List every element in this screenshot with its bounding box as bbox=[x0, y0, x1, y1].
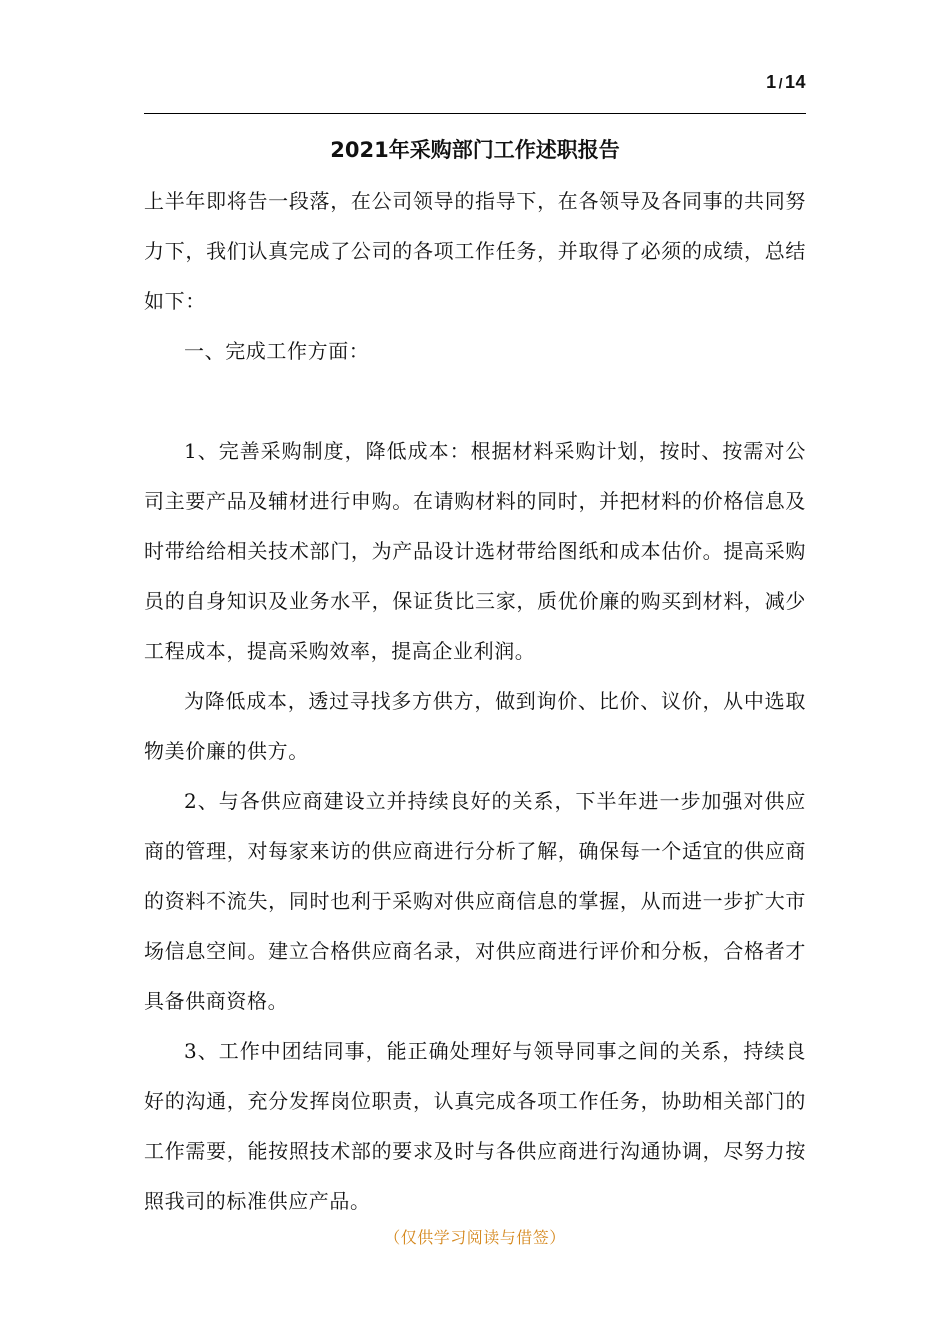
document-title: 2021年采购部门工作述职报告 bbox=[330, 138, 620, 162]
paragraph-item-2: 2、与各供应商建设立并持续良好的关系，下半年进一步加强对供应商的管理，对每家来访的供应商进行分析了解，确保每一个适宜的供应商的资料不流失，同时也利于采购对供应商信息的掌握，从而进一步扩大市场信息空间。建立合格供应商名录，对供应商进行评价和分板，合格者才具备供商资格。 bbox=[144, 789, 806, 1013]
document-body bbox=[144, 176, 806, 1226]
paragraph-item-3: 3、工作中团结同事，能正确处理好与领导同事之间的关系，持续良好的沟通，充分发挥岗位职责，认真完成各项工作任务，协助相关部门的工作需要，能按照技术部的要求及时与各供应商进行沟通协调，尽努力按照我司的标准供应产品。 bbox=[144, 1039, 806, 1213]
page-number-total: 14 bbox=[784, 72, 806, 92]
section-heading-work-completed: 一、完成工作方面： bbox=[184, 339, 370, 363]
intro-paragraph: 上半年即将告一段落，在公司领导的指导下，在各领导及各同事的共同努力下，我们认真完成了公司的各项工作任务，并取得了必须的成绩，总结如下： bbox=[144, 189, 806, 313]
blank-line bbox=[144, 376, 806, 426]
footer-note: （仅供学习阅读与借签） bbox=[384, 1228, 566, 1247]
page-number-separator: / bbox=[778, 75, 783, 91]
header-rule bbox=[144, 113, 806, 114]
paragraph-cost-reduction: 为降低成本，透过寻找多方供方，做到询价、比价、议价，从中选取物美价廉的供方。 bbox=[144, 689, 806, 763]
page-number-current: 1 bbox=[766, 72, 777, 92]
page-number bbox=[766, 72, 806, 93]
paragraph-item-1: 1、完善采购制度，降低成本：根据材料采购计划，按时、按需对公司主要产品及辅材进行申购。在请购材料的同时，并把材料的价格信息及时带给给相关技术部门，为产品设计选材带给图纸和成本估价。提高采购员的自身知识及业务水平，保证货比三家，质优价廉的购买到材料，减少工程成本，提高采购效率，提高企业利润。 bbox=[144, 439, 806, 663]
